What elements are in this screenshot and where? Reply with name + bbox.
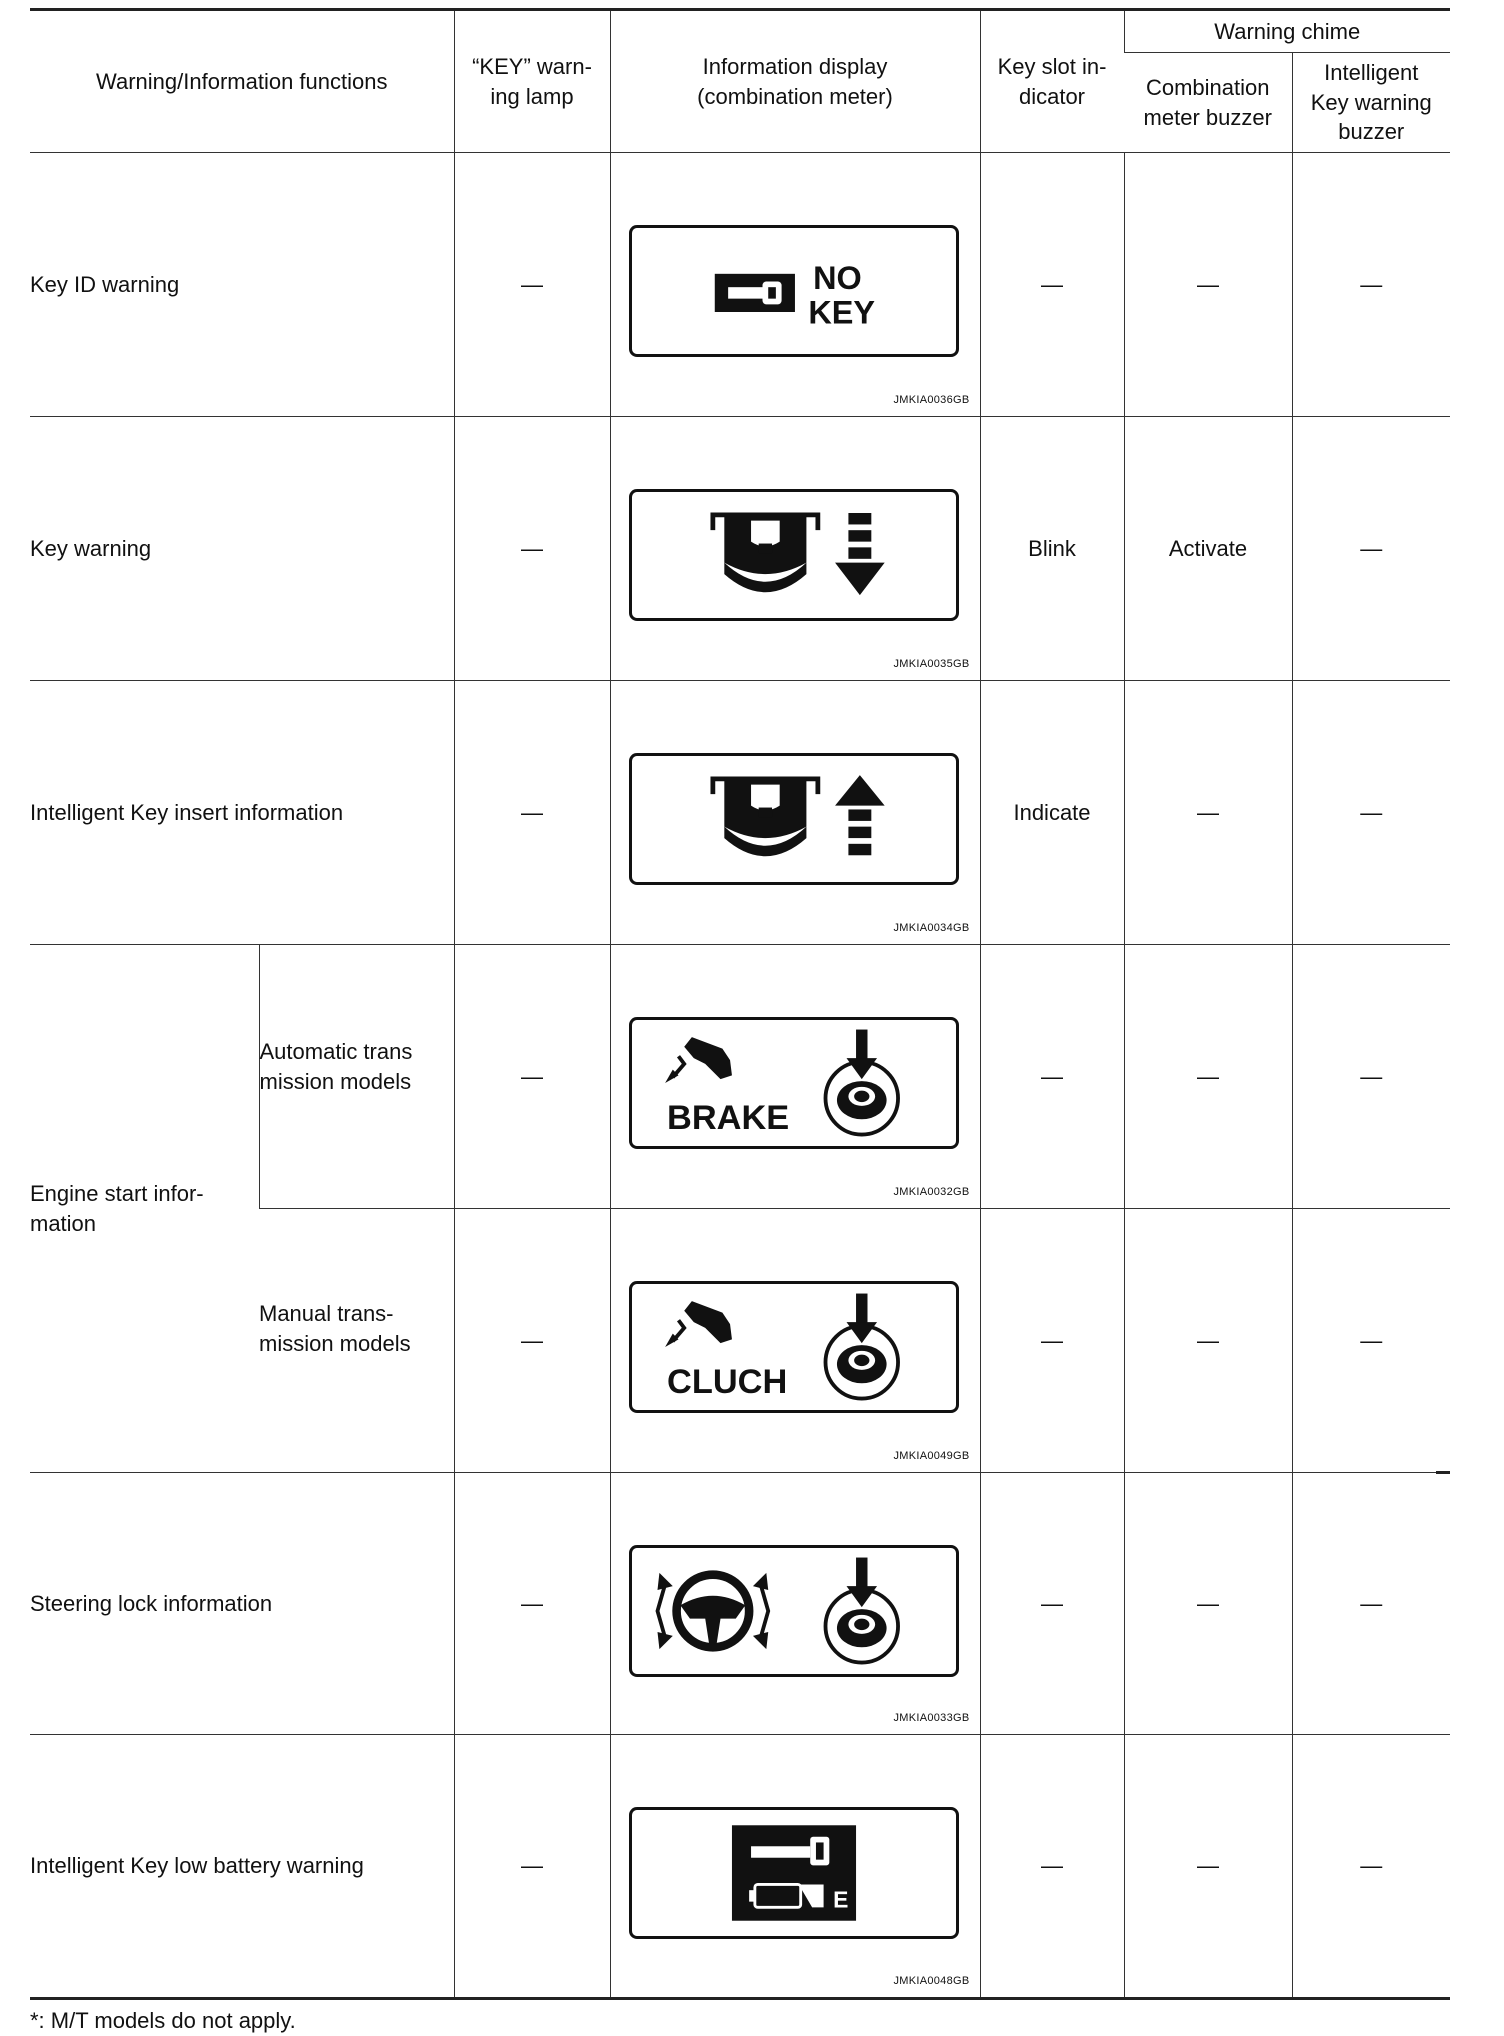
display-cell (610, 1735, 980, 1999)
ikey-buzzer-cell: — (1292, 153, 1450, 417)
warning-functions-table (30, 8, 1450, 2000)
function-label: Intelligent Key insert information (30, 681, 454, 945)
header-warning-chime: Warning chime (1124, 10, 1450, 53)
key-lamp-cell: — (454, 945, 610, 1209)
combo-buzzer-cell: Activate (1124, 417, 1292, 681)
key-slot-remove-icon (629, 489, 959, 621)
display-cell (610, 1473, 980, 1735)
combo-buzzer-cell: — (1124, 1473, 1292, 1735)
header-key-lamp: “KEY” warn- ing lamp (454, 10, 610, 153)
no-text: NO (812, 260, 862, 297)
table-row (30, 417, 1450, 681)
table-row (30, 945, 1450, 1209)
key-lamp-cell: — (454, 1473, 610, 1735)
combo-buzzer-cell: — (1124, 153, 1292, 417)
display-cell (610, 945, 980, 1209)
ikey-buzzer-cell: — (1292, 417, 1450, 681)
header-key-slot: Key slot in- dicator (980, 10, 1124, 153)
brake-text: BRAKE (666, 1098, 789, 1137)
function-label: Key ID warning (30, 153, 454, 417)
figure-code: JMKIA0032GB (893, 1186, 970, 1199)
key-slot-cell: — (980, 1473, 1124, 1735)
e-text: E (832, 1886, 848, 1913)
combo-buzzer-cell: — (1124, 681, 1292, 945)
low-battery-icon (629, 1807, 959, 1939)
header-info-display: Information display (combination meter) (610, 10, 980, 153)
brake-start-icon (629, 1017, 959, 1149)
ikey-buzzer-cell: — (1292, 1735, 1450, 1999)
key-text: KEY (807, 294, 875, 331)
steering-lock-icon (629, 1545, 959, 1677)
key-lamp-cell: — (454, 153, 610, 417)
key-slot-cell: — (980, 945, 1124, 1209)
figure-code: JMKIA0033GB (893, 1712, 970, 1725)
ikey-buzzer-cell: — (1292, 1473, 1450, 1735)
no-key-display-icon (629, 225, 959, 357)
key-slot-cell: Blink (980, 417, 1124, 681)
key-lamp-cell: — (454, 1735, 610, 1999)
display-cell (610, 681, 980, 945)
key-slot-insert-icon (629, 753, 959, 885)
key-slot-cell: — (980, 1735, 1124, 1999)
clutch-start-icon (629, 1281, 959, 1413)
header-ikey-buzzer: Intelligent Key warning buzzer (1292, 53, 1450, 153)
figure-code: JMKIA0034GB (893, 922, 970, 935)
combo-buzzer-cell: — (1124, 945, 1292, 1209)
display-cell (610, 417, 980, 681)
table-row (30, 1473, 1450, 1735)
footnote: *: M/T models do not apply. (30, 2008, 296, 2033)
combo-buzzer-cell: — (1124, 1735, 1292, 1999)
clutch-text: CLUCH (666, 1362, 787, 1401)
margin-tick (1436, 1471, 1450, 1474)
key-slot-cell: — (980, 1209, 1124, 1473)
header-combo-buzzer: Combination meter buzzer (1124, 53, 1292, 153)
ikey-buzzer-cell: — (1292, 945, 1450, 1209)
function-label: Intelligent Key low battery warning (30, 1735, 454, 1999)
function-label: Steering lock information (30, 1473, 454, 1735)
function-label: Engine start infor- mation (30, 945, 259, 1473)
key-lamp-cell: — (454, 681, 610, 945)
combo-buzzer-cell: — (1124, 1209, 1292, 1473)
function-label: Key warning (30, 417, 454, 681)
key-slot-cell: — (980, 153, 1124, 417)
table-row (30, 681, 1450, 945)
header-functions: Warning/Information functions (30, 10, 454, 153)
ikey-buzzer-cell: — (1292, 681, 1450, 945)
key-slot-cell: Indicate (980, 681, 1124, 945)
figure-code: JMKIA0048GB (893, 1975, 970, 1988)
ikey-buzzer-cell: — (1292, 1209, 1450, 1473)
sub-function-label: Manual trans- mission models (259, 1209, 454, 1473)
table-row (30, 1735, 1450, 1999)
figure-code: JMKIA0035GB (893, 658, 970, 671)
figure-code: JMKIA0036GB (893, 394, 970, 407)
figure-code: JMKIA0049GB (893, 1450, 970, 1463)
key-lamp-cell: — (454, 417, 610, 681)
display-cell (610, 153, 980, 417)
table-row (30, 153, 1450, 417)
key-lamp-cell: — (454, 1209, 610, 1473)
sub-function-label: Automatic trans mission models (259, 945, 454, 1209)
display-cell (610, 1209, 980, 1473)
